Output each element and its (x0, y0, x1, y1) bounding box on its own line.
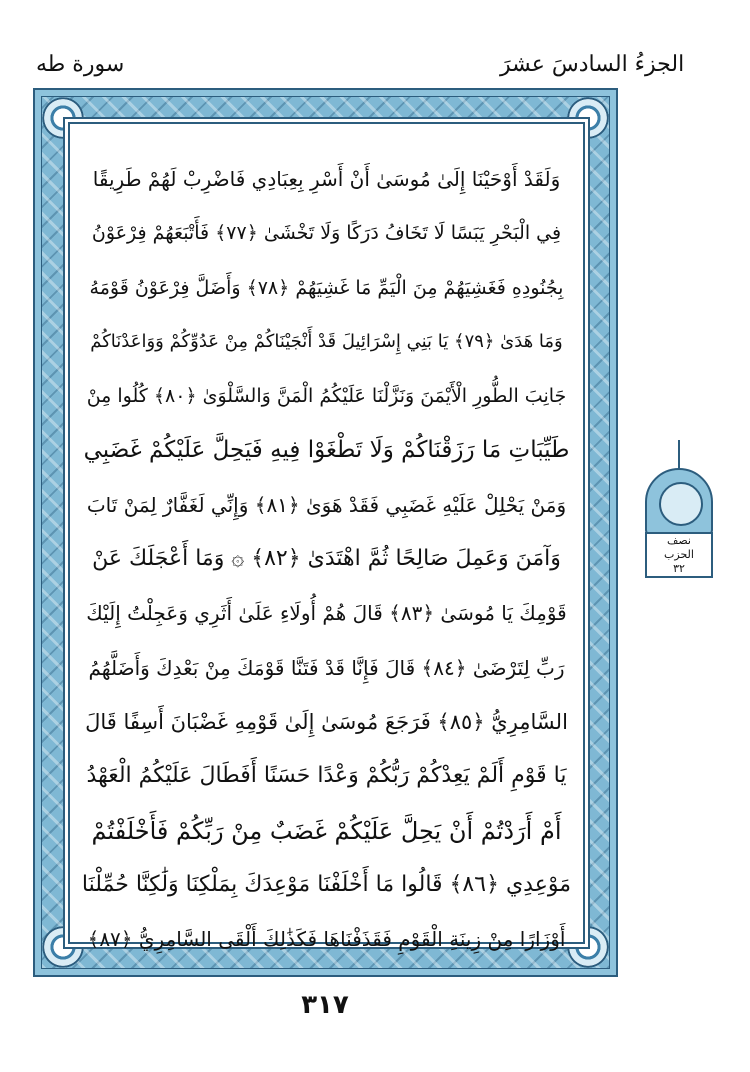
verse-line: بِجُنُودِهِ فَغَشِيَهُمْ مِنَ الْيَمِّ مَا غَشِيَهُمْ ﴿٧٨﴾ وَأَضَلَّ فِرْعَوْنُ قَوْمَهُ (89, 276, 564, 299)
hizb-label-box (645, 532, 713, 578)
hizb-number: ٣٢ (673, 562, 685, 575)
verse-line: رَبِّ لِتَرْضَىٰ ﴿٨٤﴾ قَالَ فَإِنَّا قَدْ فَتَنَّا قَوْمَكَ مِنْ بَعْدِكَ وَأَضَلَّهُمُ (88, 655, 565, 680)
verse-lines (82, 152, 571, 966)
verse-line: أَمْ أَرَدْتُمْ أَنْ يَحِلَّ عَلَيْكُمْ غَضَبٌ مِنْ رَبِّكُمْ فَأَخْلَفْتُمْ (91, 816, 562, 845)
verse-line: وَلَقَدْ أَوْحَيْنَا إِلَىٰ مُوسَىٰ أَنْ أَسْرِ بِعِبَادِي فَاضْرِبْ لَهُمْ طَرِيقًا (92, 167, 561, 191)
verse-line: طَيِّبَاتِ مَا رَزَقْنَاكُمْ وَلَا تَطْغَوْا فِيهِ فَيَحِلَّ عَلَيْكُمْ غَضَبِي (83, 437, 570, 464)
verse-line: جَانِبَ الطُّورِ الْأَيْمَنَ وَنَزَّلْنَا عَلَيْكُمُ الْمَنَّ وَالسَّلْوَىٰ ﴿٨٠﴾ كُلُوا مِنْ (86, 385, 567, 408)
verse-line: قَوْمِكَ يَا مُوسَىٰ ﴿٨٣﴾ قَالَ هُمْ أُولَاءِ عَلَىٰ أَثَرِي وَعَجِلْتُ إِلَيْكَ (86, 601, 567, 626)
verse-line: السَّامِرِيُّ ﴿٨٥﴾ فَرَجَعَ مُوسَىٰ إِلَىٰ قَوْمِهِ غَضْبَانَ أَسِفًا قَالَ (85, 709, 568, 734)
surah-header: سورة طه (36, 52, 125, 77)
page-number: ٣١٧ (301, 990, 349, 1020)
verse-line: مَوْعِدِي ﴿٨٦﴾ قَالُوا مَا أَخْلَفْنَا مَوْعِدَكَ بِمَلْكِنَا وَلَٰكِنَّا حُمِّلْنَا (82, 871, 571, 897)
quran-text-panel (68, 122, 585, 952)
verse-line: وَآمَنَ وَعَمِلَ صَالِحًا ثُمَّ اهْتَدَىٰ ﴿٨٢﴾ ۞ وَمَا أَعْجَلَكَ عَنْ (92, 546, 561, 572)
juz-header: الجزءُ السادسَ عشرَ (500, 52, 685, 77)
verse-line: وَمَنْ يَحْلِلْ عَلَيْهِ غَضَبِي فَقَدْ هَوَىٰ ﴿٨١﴾ وَإِنِّي لَغَفَّارٌ لِمَنْ تَابَ (86, 492, 567, 517)
hizb-dome-icon (645, 468, 713, 536)
verse-line: يَا قَوْمِ أَلَمْ يَعِدْكُمْ رَبُّكُمْ وَعْدًا حَسَنًا أَفَطَالَ عَلَيْكُمُ الْعَهْدُ (86, 763, 567, 789)
verse-line: وَمَا هَدَىٰ ﴿٧٩﴾ يَا بَنِي إِسْرَائِيلَ قَدْ أَنْجَيْنَاكُمْ مِنْ عَدُوِّكُمْ وَوَاعَدْنَاكُمْ (90, 330, 563, 352)
verse-line: فِي الْبَحْرِ يَبَسًا لَا تَخَافُ دَرَكًا وَلَا تَخْشَىٰ ﴿٧٧﴾ فَأَتْبَعَهُمْ فِرْعَوْنُ (91, 222, 562, 245)
hizb-marker (641, 440, 717, 578)
verse-line: أَوْزَارًا مِنْ زِينَةِ الْقَوْمِ فَقَذَفْنَاهَا فَكَذَٰلِكَ أَلْقَى السَّامِرِيُّ ﴿٨٧﴾ (87, 927, 566, 952)
hizb-stem (678, 440, 680, 470)
hizb-label-nisf: نصف (667, 534, 691, 547)
hizb-label-hizb: الحزب (664, 548, 694, 561)
